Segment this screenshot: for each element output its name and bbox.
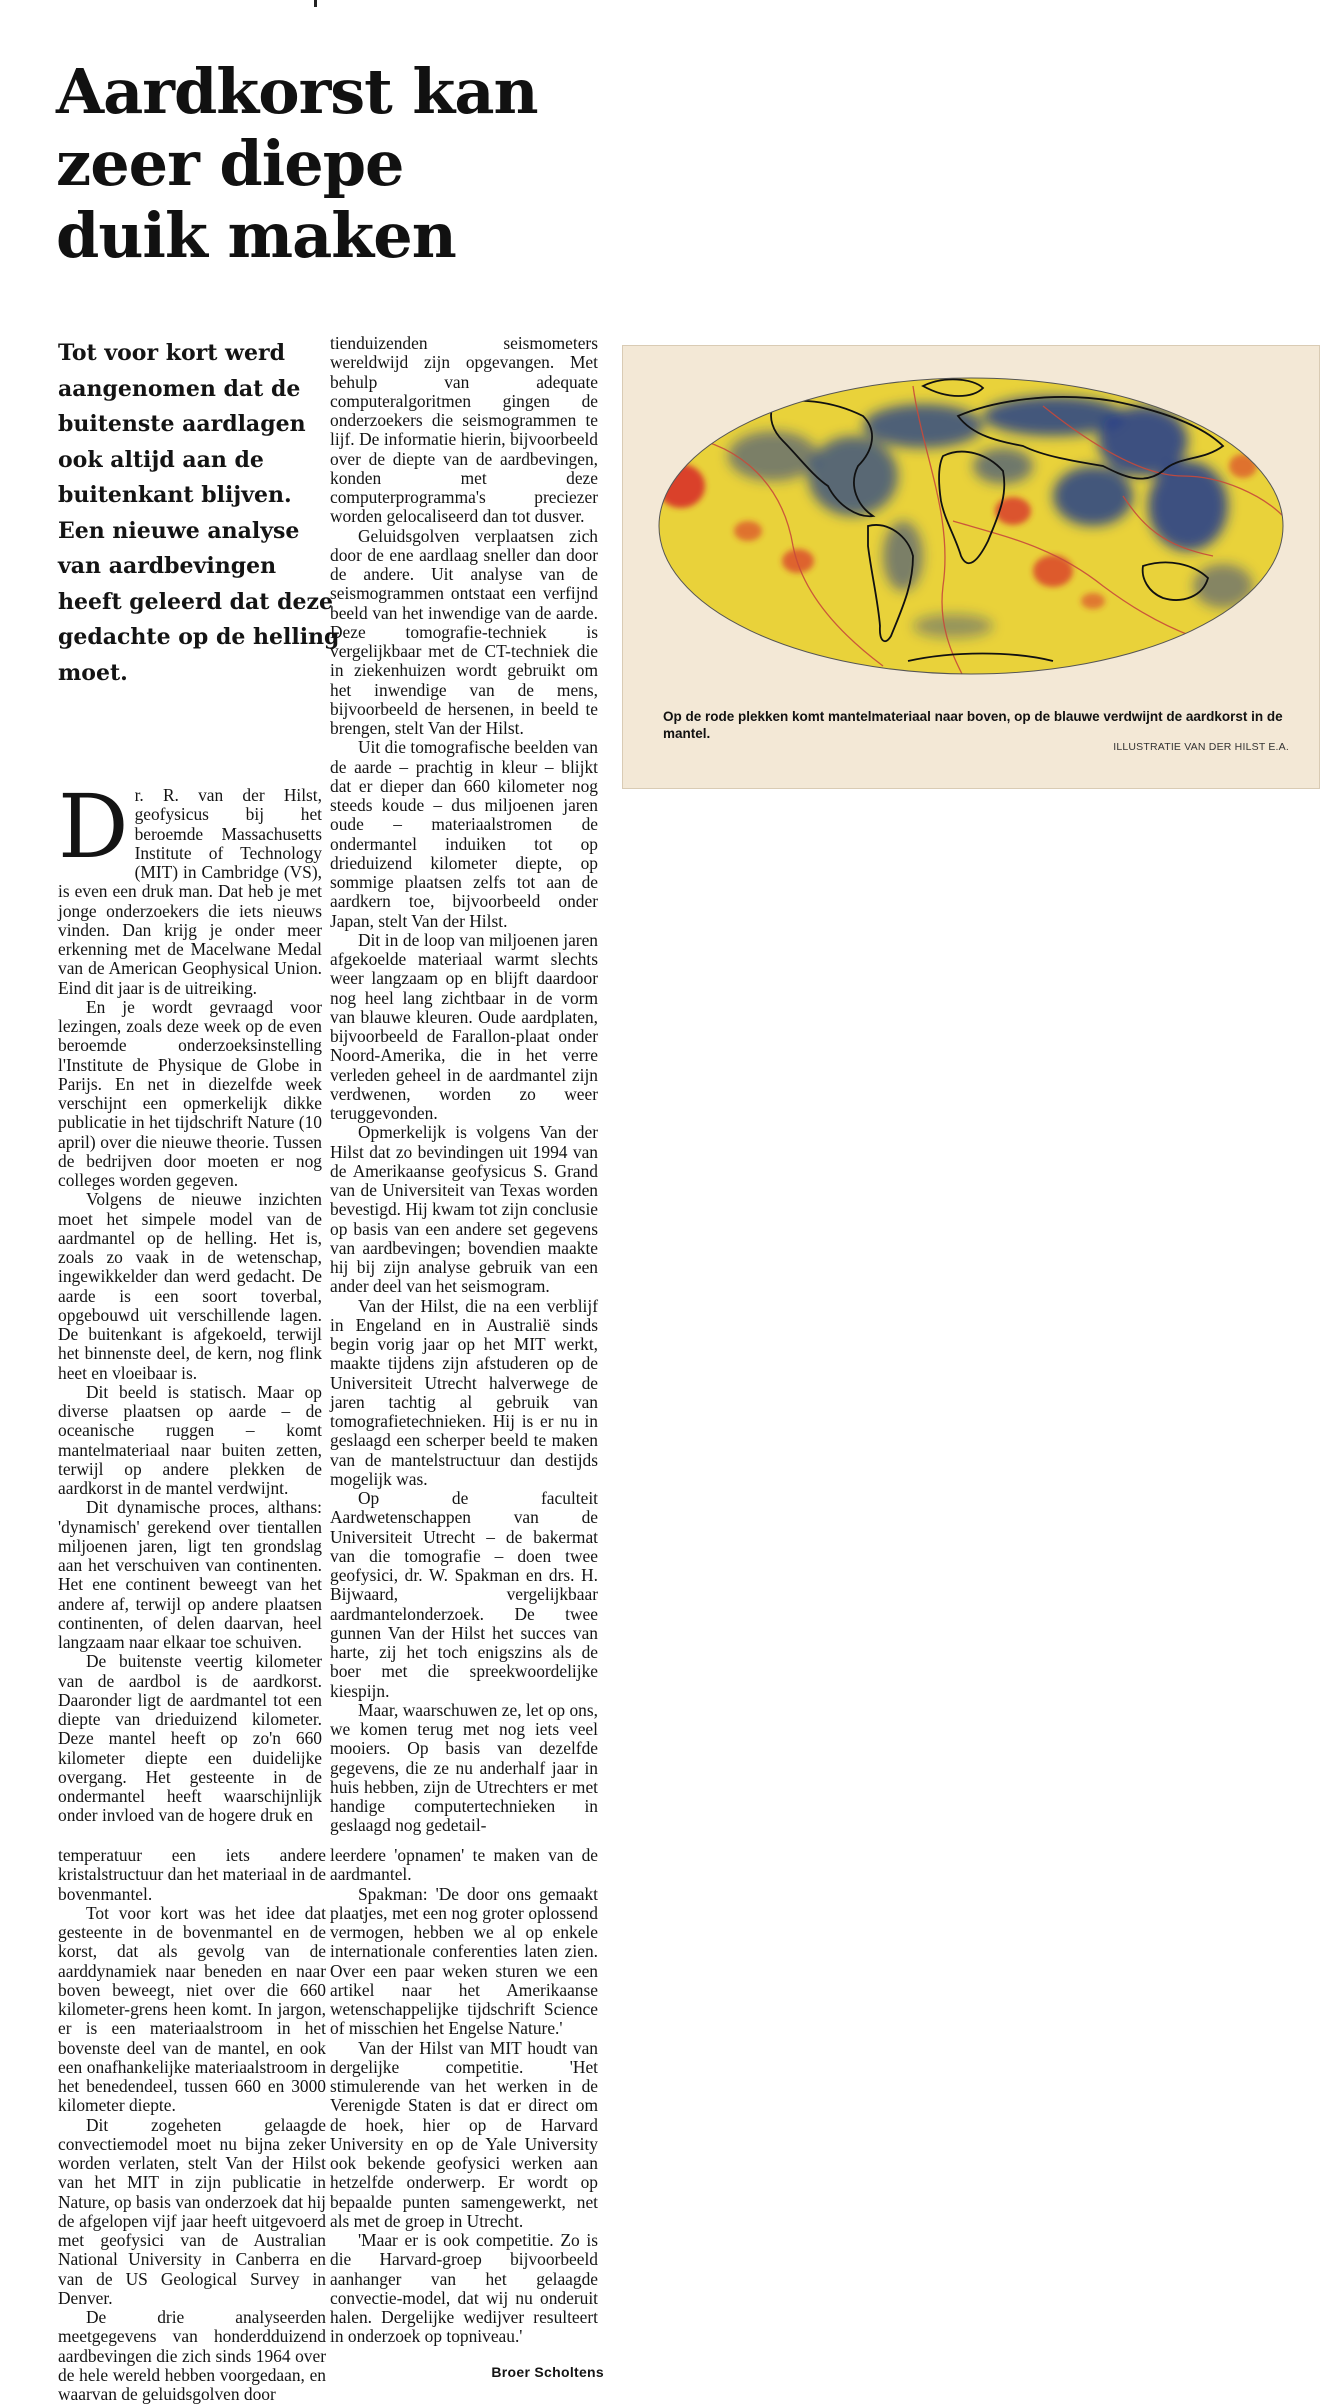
body-paragraph: Dit dynamische proces, althans: 'dynamisch' gerekend over tientallen miljoenen jaren, ligt ten grondslag aan het verschuiven van continenten. Het ene continent beweegt van het andere af, terwijl op andere plaatsen continenten, of delen daarvan, heel langzaam naar elkaar toe schuiven. [58, 1497, 322, 1652]
body-paragraph: Spakman: 'De door ons gemaakt plaatjes, met een nog groter oplossend vermogen, hebben we al op enkele internationale conferenties laten zien. Over een paar weken sturen we een artikel naar het Amerikaanse wetenschappelijke tijdschrift Science of misschien het Engelse Nature.' [330, 1883, 598, 2039]
lead-line: Een nieuwe analyse [58, 517, 300, 544]
body-paragraph: Dit in de loop van miljoenen jaren afgekoelde materiaal warmt slechts weer langzaam op en blijft daardoor nog heel lang zichtbaar in de vorm van blauwe kleuren. Oude aardplaten, bijvoorbeeld de Farallon-plaat onder Noord-Amerika, die in het verre verleden geheel in de aardmantel zijn verdwenen, worden zo weer teruggevonden. [330, 929, 598, 1123]
figure-credit: ILLUSTRATIE VAN DER HILST E.A. [1113, 741, 1289, 753]
lead-line: buitenste aardlagen [58, 411, 306, 437]
headline-line: duik maken [56, 199, 456, 272]
body-paragraph [58, 775, 322, 998]
body-paragraph: Op de faculteit Aardwetenschappen van de Universiteit Utrecht – de bakermat van die tomografie – doen twee geofysici, dr. W. Spakman en drs. H. Bijwaard, vergelijkbaar aardmantelonderzoek. De twee gunnen Van der Hilst het succes van harte, zij het toch enigszins als de boer met die spreekwoordelijke kiespijn. [330, 1488, 598, 1701]
body-paragraph: Uit die tomografische beelden van de aarde – prachtig in kleur – blijkt dat er dieper dan 660 kilometer nog steeds koude – dus miljoenen jaren oude – materiaalstromen de ondermantel induiken tot op drieduizend kilometer diepte, op sommige plaatsen zelfs tot aan de aardkern toe, bijvoorbeeld onder Japan, stelt Van der Hilst. [330, 737, 598, 931]
lead-line: heeft geleerd dat deze [58, 588, 333, 615]
body-paragraph: Opmerkelijk is volgens Van der Hilst dat zo bevindingen uit 1994 van de Amerikaanse geofysicus S. Grand van de Universiteit van Texas worden bevestigd. Hij kwam tot zijn conclusie op basis van een andere set gegevens van aardbevingen; bovendien maakte hij bij zijn analyse gebruik van een ander deel van het seismogram. [330, 1122, 598, 1297]
body-paragraph: En je wordt gevraagd voor lezingen, zoals deze week op de even beroemde onderzoeksinstelling l'Institute de Physique de Globe in Parijs. En net in diezelfde week verschijnt een opmerkelijk dikke publicatie in het tijdschrift Nature (10 april) over die nieuwe theorie. Tussen de bedrijven door moeten er nog colleges worden gegeven. [58, 996, 322, 1190]
headline-line: zeer diepe [56, 127, 404, 200]
lead-line: ook altijd aan de [58, 446, 264, 473]
body-paragraph: temperatuur een iets andere kristalstructuur dan het materiaal in de bovenmantel. [58, 1845, 327, 1904]
article-column-2 [330, 334, 598, 1844]
body-paragraph: Tot voor kort was het idee dat gesteente in de bovenmantel en de korst, dat als gevolg van de aarddynamiek naar beneden en naar boven beweegt, niet over die 660 kilometer-grens heen komt. In jargon, er is een materiaalstroom in het bovenste deel van de mantel, en ook een onafhankelijke materiaalstroom in het benedendeel, tussen 660 en 3000 kilometer diepte. [58, 1902, 326, 2116]
body-paragraph: Maar, waarschuwen ze, let op ons, we komen terug met nog iets veel mooiers. Op basis van dezelfde gegevens, die ze nu anderhalf jaar in huis hebben, zijn de Utrechters er met handige computertechnieken in geslaagd nog gedetail- [330, 1699, 598, 1836]
body-paragraph: Dit beeld is statisch. Maar op diverse plaatsen op aarde – de oceanische ruggen – komt mantelmateriaal naar buiten zetten, terwijl op andere plekken de aardkorst in de mantel verdwijnt. [58, 1381, 322, 1498]
world-tomography-map [623, 346, 1319, 706]
body-paragraph: tienduizenden seismometers wereldwijd zijn opgevangen. Met behulp van adequate computeralgoritmen gingen de onderzoekers die seismogrammen te lijf. De informatie hierin, bijvoorbeeld over de diepte van de aardbevingen, konden met deze computerprogramma's preciezer worden gelocaliseerd dan tot dusver. [330, 333, 598, 527]
lead-line: aangenomen dat de [58, 375, 301, 402]
top-fold-mark [314, 0, 317, 7]
lead-line: van aardbevingen [58, 553, 277, 579]
body-paragraph: Geluidsgolven verplaatsen zich door de ene aardlaag sneller dan door de andere. Uit analyse van de seismogrammen ontstaat een verfijnd beeld van het inwendige van de aarde. Deze tomografie-techniek is vergelijkbaar met de CT-techniek die in ziekenhuizen wordt gebruikt om het inwendige van de mens, bijvoorbeeld de hersenen, in beeld te brengen, stelt Van der Hilst. [330, 525, 598, 738]
lead-line: buitenkant blijven. [58, 482, 292, 508]
lead-line: Tot voor kort werd [58, 340, 285, 366]
byline: Broer Scholtens [491, 2364, 604, 2380]
lead-paragraph [58, 336, 340, 691]
body-paragraph: De drie analyseerden meetgegevens van honderdduizend aardbevingen die zich sinds 1964 over de hele wereld hebben voorgedaan, en waarvan de geluidsgolven door [58, 2307, 326, 2404]
body-paragraph: Van der Hilst, die na een verblijf in Engeland en in Australië sinds begin vorig jaar op het MIT werkt, maakte tijdens zijn afstuderen op de Universiteit Utrecht halverwege de jaren tachtig al gebruik van tomografietechnieken. Hij is er nu in geslaagd een scherper beeld te maken van de mantelstructuur dan destijds mogelijk was. [330, 1295, 598, 1489]
lead-line: moet. [58, 659, 128, 686]
article-column-1 [58, 775, 322, 1844]
paragraph-text: r. R. van der Hilst, geofysicus bij het beroemde Massachusetts Institute of Technology (MIT) in Cambridge (VS), is even een druk man. Dat heb je met jonge onderzoekers die iets nieuws vinden. Dan krijg je onder meer erkenning met de Macelwane Medal van de American Geophysical Union. Eind dit jaar is de uitreiking. [58, 785, 322, 998]
body-paragraph: 'Maar er is ook competitie. Zo is die Harvard-groep bijvoorbeeld aanhanger van het gelaagde convectie-model, dat wij nu onderuit halen. Dergelijke wedijver resulteert in onderzoek op topniveau.' [330, 2230, 598, 2347]
drop-cap: D [58, 775, 129, 878]
body-paragraph: Dit zogeheten gelaagde convectiemodel moet nu bijna zeker worden verlaten, stelt Van der Hilst van het MIT in zijn publicatie in Nature, op basis van onderzoek dat hij de afgelopen vijf jaar heeft uitgevoerd met geofysici van de Australian National University in Canberra en van de US Geological Survey in Denver. [58, 2114, 326, 2308]
tomography-figure [622, 345, 1320, 789]
body-paragraph: De buitenste veertig kilometer van de aardbol is de aardkorst. Daaronder ligt de aardmantel tot een diepte van drieduizend kilometer. Deze mantel heeft op zo'n 660 kilometer diepte een duidelijke overgang. Het gesteente in de ondermantel heeft waarschijnlijk onder invloed van de hogere druk en [58, 1651, 322, 1826]
article-column-3 [58, 1845, 327, 2404]
article-column-4 [330, 1846, 598, 2362]
figure-caption: Op de rode plekken komt mantelmateriaal naar boven, op de blauwe verdwijnt de aardkorst in de mantel. [663, 709, 1283, 741]
body-paragraph: Volgens de nieuwe inzichten moet het simpele model van de aardmantel op de helling. Het is, zoals zo vaak in de wetenschap, ingewikkelder dan werd gedacht. De aarde is een soort toverbal, opgebouwd uit verschillende lagen. De buitenkant is afgekoeld, terwijl het binnenste deel, de kern, nog flink heet en vloeibaar is. [58, 1189, 322, 1383]
body-paragraph: leerdere 'opnamen' te maken van de aardmantel. [330, 1845, 598, 1885]
headline [56, 56, 576, 272]
body-paragraph: Van der Hilst van MIT houdt van dergelijke competitie. 'Het stimulerende van het werken in de Verenigde Staten is dat er direct om de hoek, hier op de Harvard University en op de Yale University ook bekende geofysici werken aan hetzelfde onderwerp. Er wordt op bepaalde punten samengewerkt, net als met de groep in Utrecht. [330, 2037, 598, 2231]
lead-line: gedachte op de helling [58, 624, 340, 650]
headline-line: Aardkorst kan [56, 55, 538, 128]
